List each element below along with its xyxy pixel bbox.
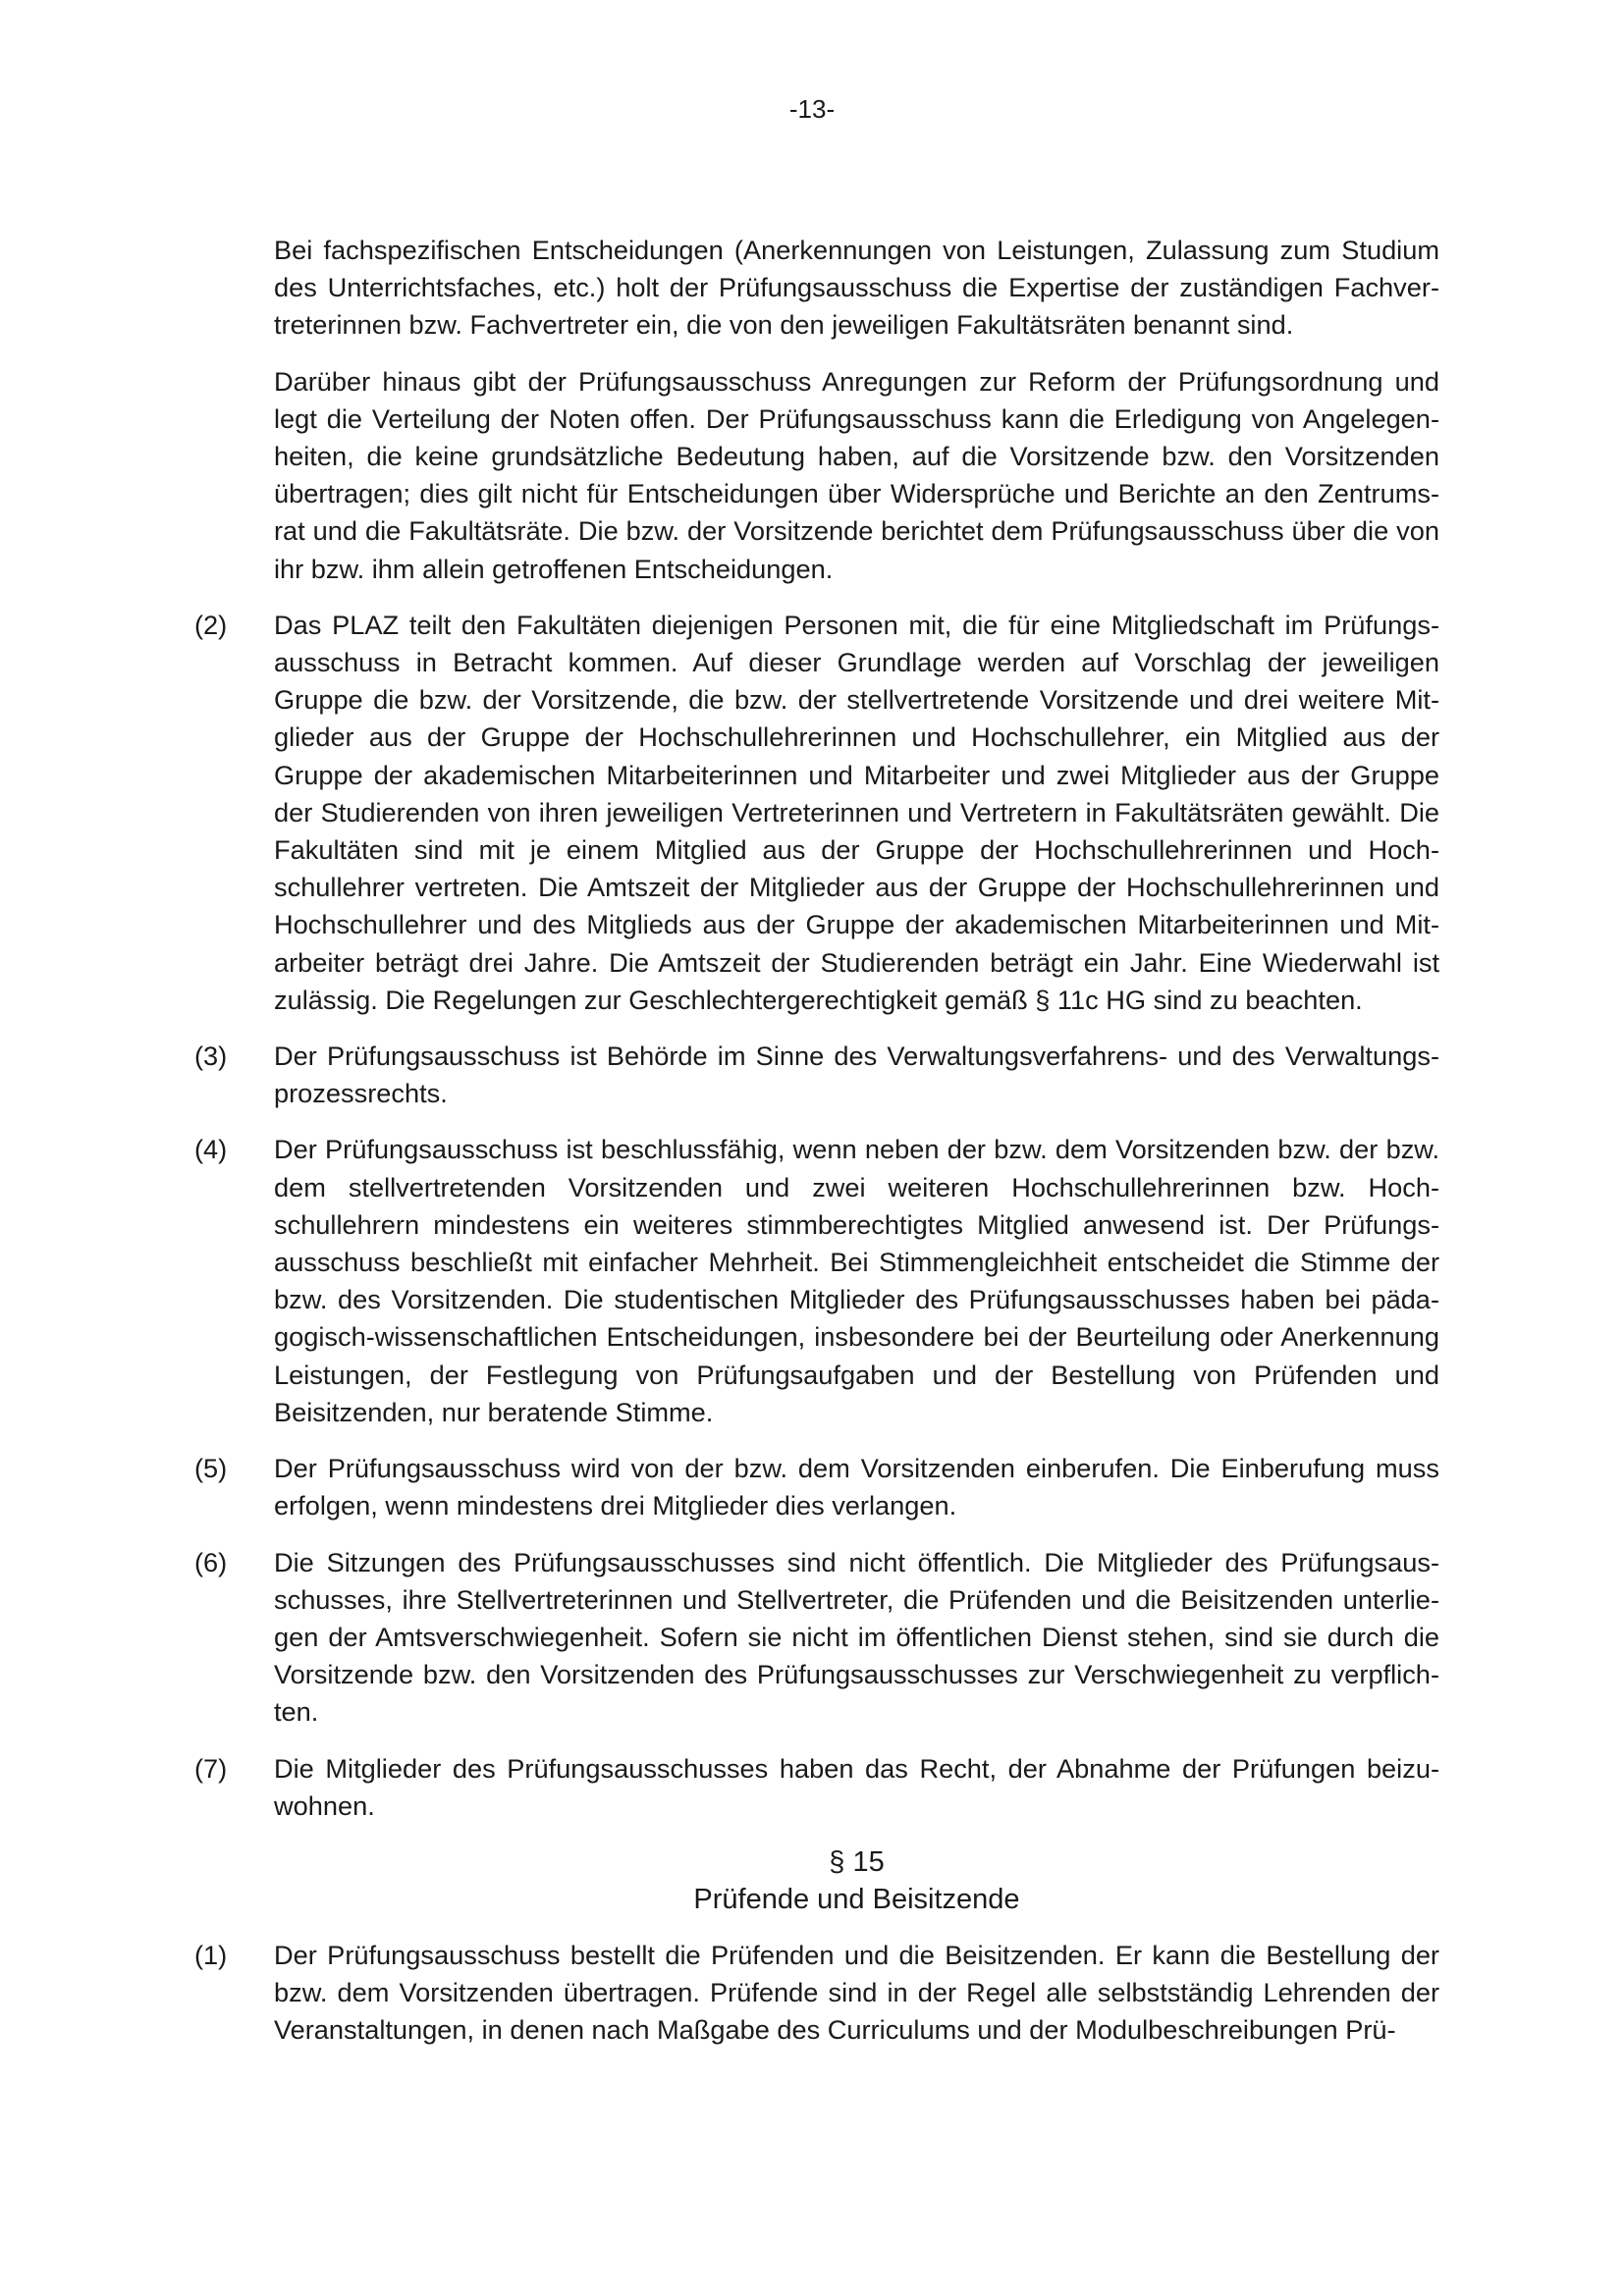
paragraph-number: (5) — [194, 1453, 228, 1484]
paragraph-number: (3) — [194, 1041, 228, 1072]
numbered-paragraph — [194, 1450, 1439, 1524]
paragraph-text: Der Prüfungsausschuss ist beschlussfähig, wenn neben der bzw. dem Vorsitzenden bzw. der bzw. dem stellvertretenden Vorsitzenden und zwei weiteren Hochschullehrerinnen bzw. Hochschullehrern mindestens ein weiteres stimmberechtigtes Mitglied anwesend ist. Der Prüfungsausschuss beschließt mit einfacher Mehrheit. Bei Stimmengleichheit entscheidet die Stimme der bzw. des Vorsitzenden. Die studentischen Mitglieder des Prüfungsausschusses haben bei pädagogisch-wissenschaftlichen Entscheidungen, insbesondere bei der Beurteilung oder Anerkennung Leistungen, der Festlegung von Prüfungsaufgaben und der Bestellung von Prüfenden und Beisitzenden, nur beratende Stimme. — [274, 1134, 1439, 1427]
paragraph-text: Der Prüfungsausschuss wird von der bzw. dem Vorsitzenden einberufen. Die Einberufung muss erfolgen, wenn mindestens drei Mitglieder dies verlangen. — [274, 1453, 1439, 1522]
paragraph-number: (6) — [194, 1546, 228, 1577]
numbered-paragraph — [194, 607, 1439, 1019]
numbered-paragraph — [194, 1937, 1439, 2050]
numbered-paragraph — [194, 1750, 1439, 1825]
numbered-paragraph — [194, 1544, 1439, 1732]
numbered-paragraph — [194, 1131, 1439, 1431]
section-heading — [194, 1843, 1439, 1918]
paragraph-text: Der Prüfungsausschuss bestellt die Prüfenden und die Beisitzenden. Er kann die Bestellung der bzw. dem Vorsitzenden übertragen. Prüfende sind in der Regel alle selbstständig Lehrenden der Veranstaltungen, in denen nach Maßgabe des Curriculums und der Modulbeschreibungen Prü- — [274, 1939, 1439, 2046]
section-title: Prüfende und Beisitzende — [693, 1883, 1020, 1915]
intro-paragraph: Bei fachspezifischen Entscheidungen (Anerkennungen von Leistungen, Zulassung zum Studium des Unterrichtsfaches, etc.) holt der Prüfungsausschuss die Expertise der zuständigen Fachvertreterinnen bzw. Fachvertreter ein, die von den jeweiligen Fakultätsräten benannt sind. — [274, 235, 1439, 341]
paragraph-number: (7) — [194, 1752, 228, 1784]
paragraph-text: Das PLAZ teilt den Fakultäten diejenigen Personen mit, die für eine Mitgliedschaft im Prüfungsausschuss in Betracht kommen. Auf dieser Grundlage werden auf Vorschlag der jeweiligen Gruppe die bzw. der Vorsitzende, die bzw. der stellvertretende Vorsitzende und drei weitere Mitglieder aus der Gruppe der Hochschullehrerinnen und Hochschullehrer, ein Mitglied aus der Gruppe der akademischen Mitarbeiterinnen und Mitarbeiter und zwei Mitglieder aus der Gruppe der Studierenden von ihren jeweiligen Vertreterinnen und Vertretern in Fakultätsräten gewählt. Die Fakultäten sind mit je einem Mitglied aus der Gruppe der Hochschullehrerinnen und Hochschullehrer vertreten. Die Amtszeit der Mitglieder aus der Gruppe der Hochschullehrerinnen und Hochschullehrer und des Mitglieds aus der Gruppe der akademischen Mitarbeiterinnen und Mitarbeiter beträgt drei Jahre. Die Amtszeit der Studierenden beträgt ein Jahr. Eine Wiederwahl ist zulässig. Die Regelungen zur Geschlechtergerechtigkeit gemäß § 11c HG sind zu beachten. — [274, 609, 1439, 1015]
paragraph-number: (2) — [194, 609, 228, 640]
paragraph-number: (1) — [194, 1939, 228, 1970]
page-number: -13- — [788, 94, 836, 124]
paragraph-text: Der Prüfungsausschuss ist Behörde im Sinne des Verwaltungsverfahrens- und des Verwaltungsprozessrechts. — [274, 1041, 1439, 1109]
intro-paragraph: Darüber hinaus gibt der Prüfungsausschuss Anregungen zur Reform der Prüfungsordnung und legt die Verteilung der Noten offen. Der Prüfungsausschuss kann die Erledigung von Angelegenheiten, die keine grundsätzliche Bedeutung haben, auf die Vorsitzende bzw. den Vorsitzenden übertragen; dies gilt nicht für Entscheidungen über Widersprüche und Berichte an den Zentrumsrat und die Fakultätsräte. Die bzw. der Vorsitzende berichtet dem Prüfungsausschuss über die von ihr bzw. ihm allein getroffenen Entscheidungen. — [274, 365, 1439, 584]
numbered-paragraph — [194, 1038, 1439, 1112]
paragraph-text: Die Mitglieder des Prüfungsausschusses haben das Recht, der Abnahme der Prüfungen beizuwohnen. — [274, 1752, 1439, 1821]
paragraph-number: (4) — [194, 1134, 228, 1165]
document-body — [194, 232, 1439, 2068]
paragraph-text: Die Sitzungen des Prüfungsausschusses sind nicht öffentlich. Die Mitglieder des Prüfungsausschusses, ihre Stellvertreterinnen und Stellvertreter, die Prüfenden und die Beisitzenden unterliegen der Amtsverschwiegenheit. Sofern sie nicht im öffentlichen Dienst stehen, sind sie durch die Vorsitzende bzw. den Vorsitzenden des Prüfungsausschusses zur Verschwiegenheit zu verpflichten. — [274, 1546, 1439, 1728]
section-number: § 15 — [829, 1845, 885, 1878]
